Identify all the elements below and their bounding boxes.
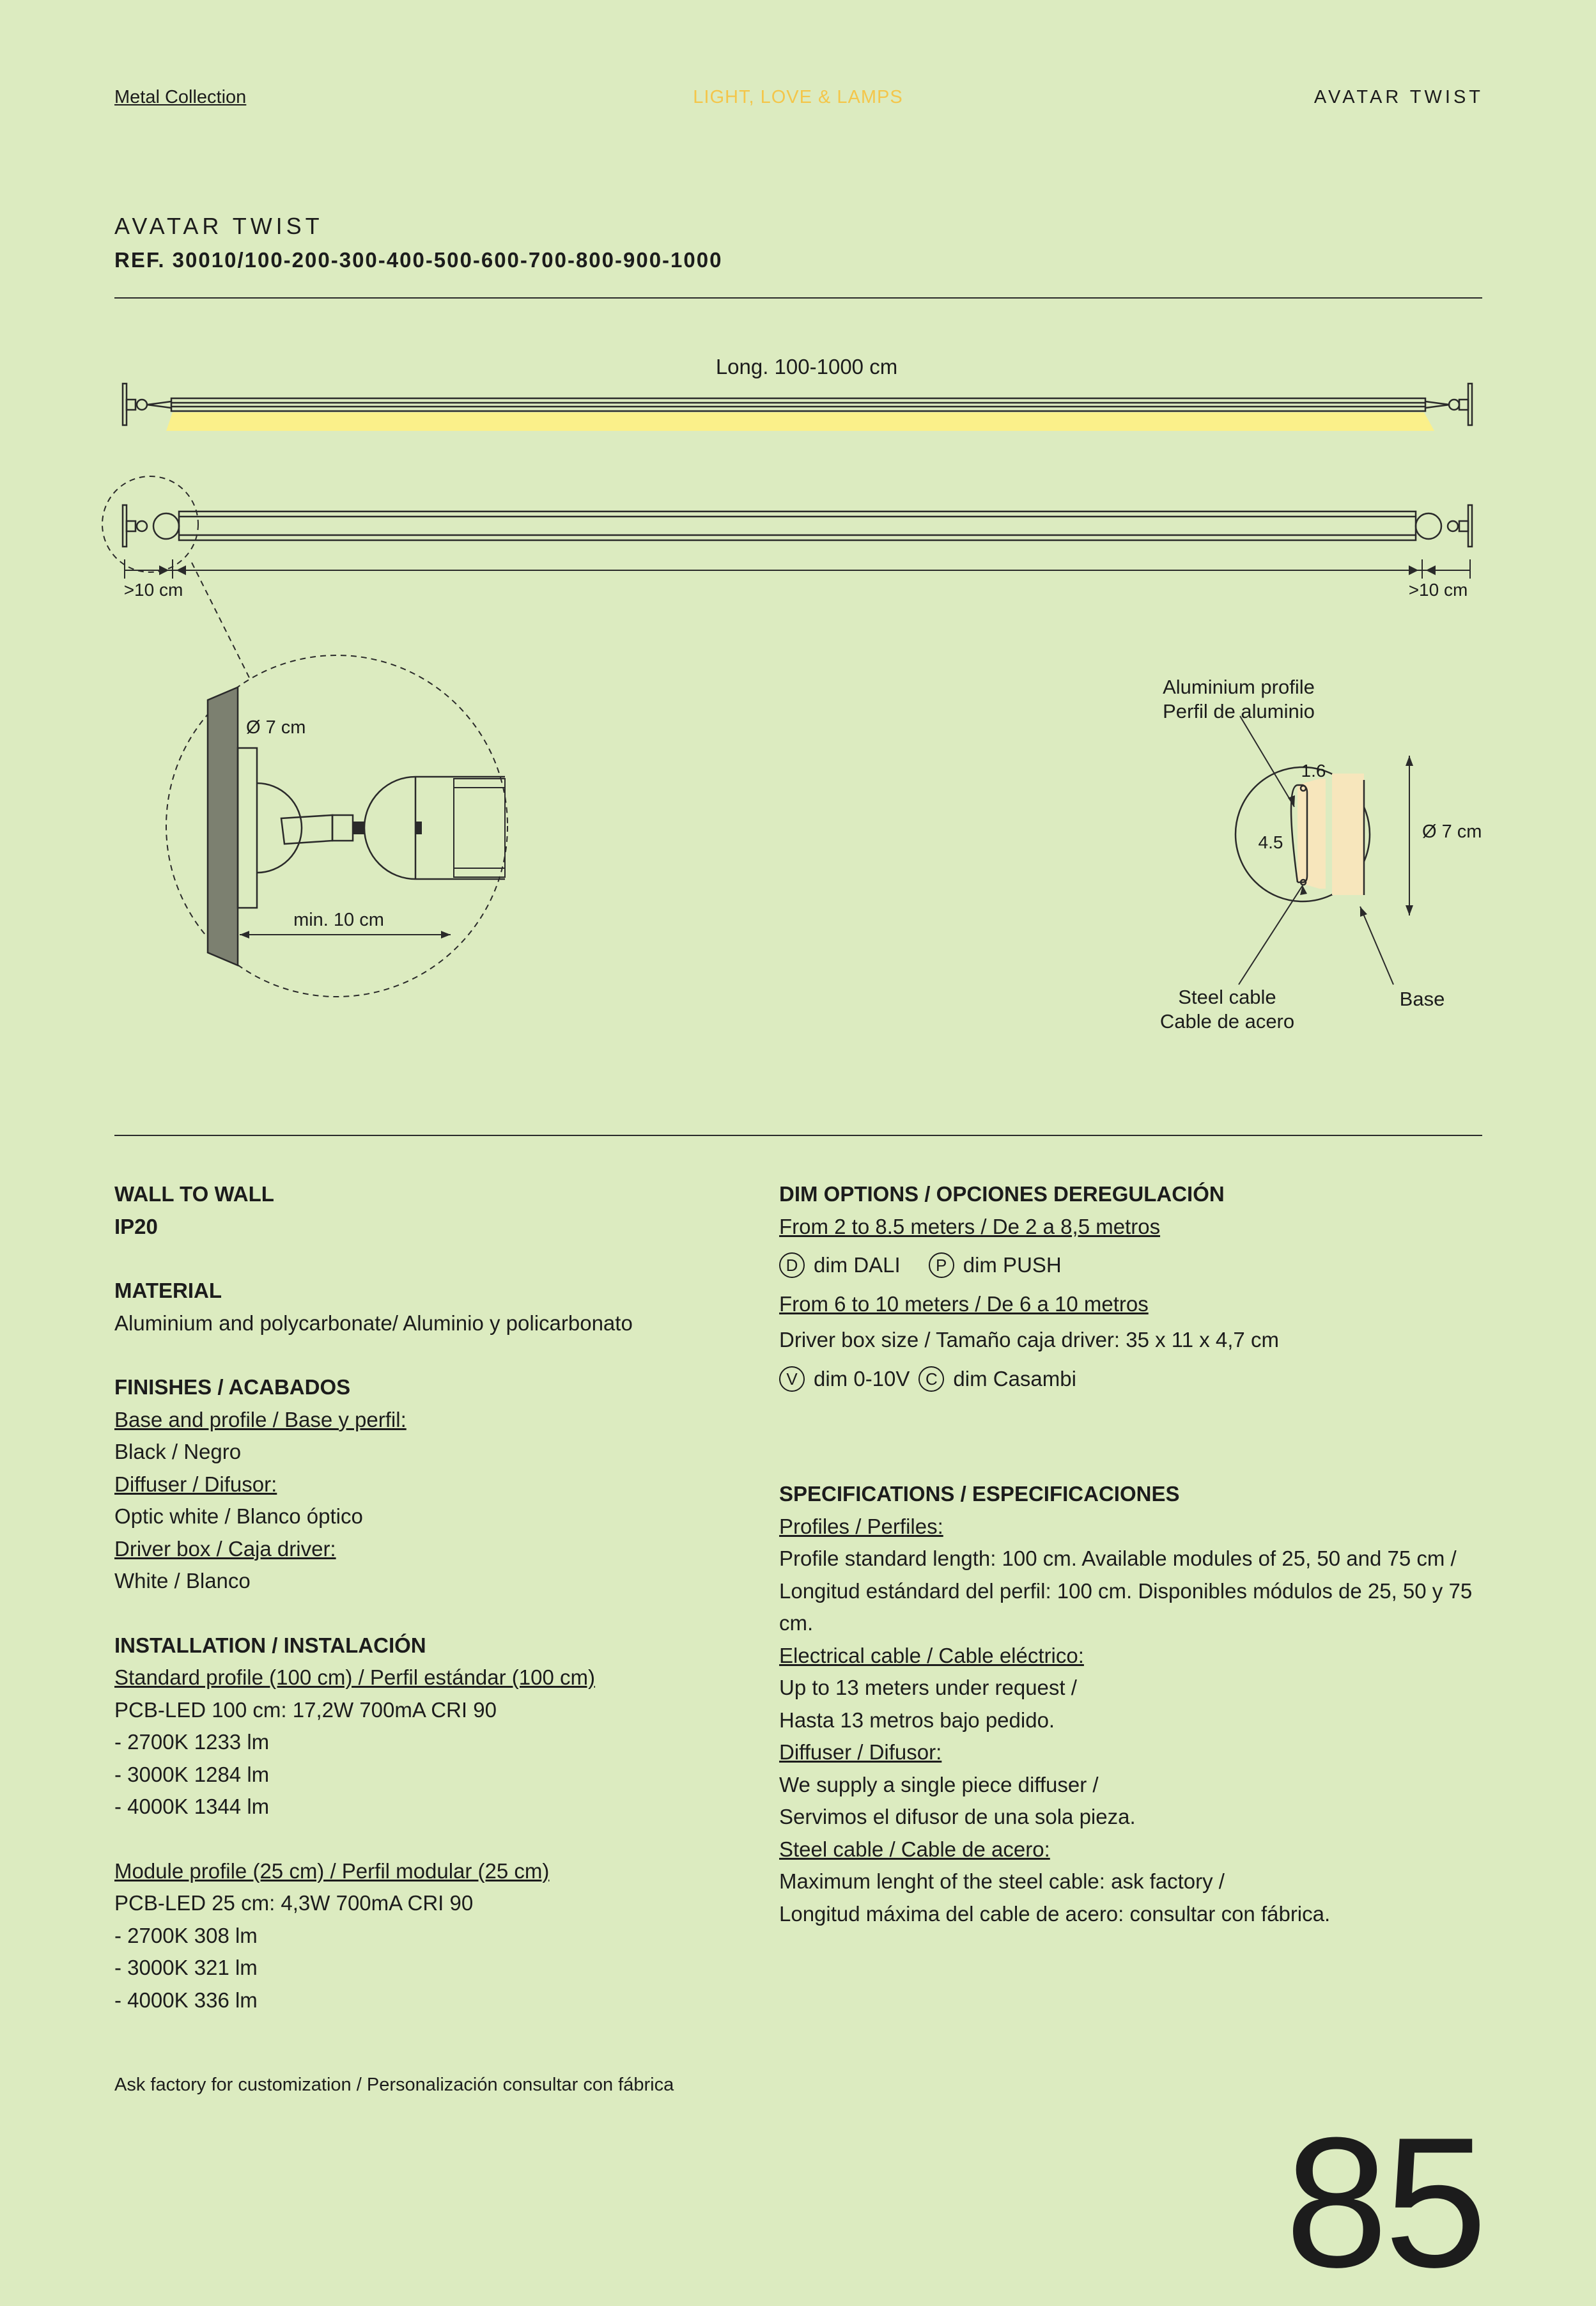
steel-cable-2: Longitud máxima del cable de acero: consultar con fábrica.	[779, 1901, 1331, 1926]
dim-range-2: From 6 to 10 meters / De 6 a 10 metros	[779, 1291, 1149, 1316]
casambi-icon: C	[918, 1366, 944, 1392]
material-heading: MATERIAL	[114, 1279, 222, 1302]
finish-base-value: Black / Negro	[114, 1440, 242, 1463]
module-3000k: - 3000K 321 lm	[114, 1956, 258, 1979]
driver-box-size: Driver box size / Tamaño caja driver: 35 x 11 x 4,7 cm	[779, 1328, 1279, 1352]
standard-profile-label: Standard profile (100 cm) / Perfil estándar (100 cm)	[114, 1665, 595, 1689]
section-profile-en: Aluminium profile	[1163, 676, 1315, 698]
electrical-cable-2: Hasta 13 metros bajo pedido.	[779, 1708, 1055, 1732]
specifications-heading: SPECIFICATIONS / ESPECIFICACIONES	[779, 1482, 1180, 1506]
section-width: 1.6	[1301, 761, 1326, 781]
right-column	[779, 1178, 1489, 1930]
detail-view	[166, 655, 507, 997]
dimension-lines	[125, 559, 1470, 579]
module-profile-spec: PCB-LED 25 cm: 4,3W 700mA CRI 90	[114, 1891, 474, 1915]
profiles-line-1: Profile standard length: 100 cm. Available modules of 25, 50 and 75 cm /	[779, 1546, 1457, 1570]
dim-row-1	[779, 1249, 1489, 1282]
section-diameter: Ø 7 cm	[1422, 822, 1482, 842]
length-label: Long. 100-1000 cm	[715, 355, 898, 378]
section-height: 4.5	[1258, 832, 1283, 852]
diffuser-1: We supply a single piece diffuser /	[779, 1772, 1099, 1796]
brand-tagline: LIGHT, LOVE & LAMPS	[693, 87, 903, 107]
electrical-cable-label: Electrical cable / Cable eléctrico:	[779, 1643, 1084, 1667]
left-column	[114, 1178, 754, 2016]
dim-casambi: dim Casambi	[953, 1366, 1076, 1391]
detail-diameter: Ø 7 cm	[246, 717, 306, 738]
section-profile-es: Perfil de aluminio	[1163, 700, 1315, 722]
steel-cable-1: Maximum lenght of the steel cable: ask factory /	[779, 1869, 1225, 1893]
section-base: Base	[1399, 988, 1445, 1010]
dim-options-heading: DIM OPTIONS / OPCIONES DEREGULACIÓN	[779, 1182, 1225, 1206]
technical-drawing	[0, 0, 1596, 1087]
standard-3000k: - 3000K 1284 lm	[114, 1762, 270, 1786]
dim-dali: dim DALI	[814, 1253, 901, 1277]
material-value: Aluminium and polycarbonate/ Aluminio y policarbonato	[114, 1311, 633, 1335]
diffuser-2: Servimos el difusor de una sola pieza.	[779, 1805, 1136, 1828]
page-number: 85	[1285, 2099, 1484, 2306]
finishes-heading: FINISHES / ACABADOS	[114, 1375, 351, 1399]
electrical-cable-1: Up to 13 meters under request /	[779, 1676, 1077, 1699]
dim-row-2	[779, 1363, 1489, 1396]
standard-4000k: - 4000K 1344 lm	[114, 1795, 270, 1818]
standard-profile-spec: PCB-LED 100 cm: 17,2W 700mA CRI 90	[114, 1697, 497, 1722]
module-profile-label: Module profile (25 cm) / Perfil modular (25 cm)	[114, 1858, 550, 1883]
light-beam	[166, 412, 1434, 431]
divider-middle	[114, 1135, 1482, 1136]
wall-to-wall: WALL TO WALL	[114, 1182, 274, 1206]
finish-diffuser-value: Optic white / Blanco óptico	[114, 1504, 363, 1528]
section-cable-en: Steel cable	[1178, 986, 1276, 1008]
dim-push: dim PUSH	[963, 1253, 1062, 1277]
detail-min: min. 10 cm	[293, 910, 384, 930]
finish-diffuser-label: Diffuser / Difusor:	[114, 1472, 277, 1496]
module-2700k: - 2700K 308 lm	[114, 1923, 258, 1947]
dali-icon: D	[779, 1252, 805, 1278]
ip-rating: IP20	[114, 1214, 158, 1238]
profiles-label: Profiles / Perfiles:	[779, 1514, 943, 1538]
profiles-line-2: Longitud estándard del perfil: 100 cm. Disponibles módulos de 25, 50 y 75 cm.	[779, 1578, 1473, 1635]
steel-cable-label: Steel cable / Cable de acero:	[779, 1837, 1050, 1861]
left-clearance: >10 cm	[123, 580, 183, 600]
finish-driver-value: White / Blanco	[114, 1569, 251, 1593]
diffuser-label: Diffuser / Difusor:	[779, 1740, 942, 1764]
finish-base-label: Base and profile / Base y perfil:	[114, 1407, 407, 1431]
finish-driver-label: Driver box / Caja driver:	[114, 1536, 336, 1561]
collection-link[interactable]: Metal Collection	[114, 87, 247, 107]
push-icon: P	[929, 1252, 954, 1278]
module-4000k: - 4000K 336 lm	[114, 1988, 258, 2012]
dim-0-10v: dim 0-10V	[814, 1366, 910, 1391]
footer-note: Ask factory for customization / Personalización consultar con fábrica	[114, 2075, 674, 2095]
installation-heading: INSTALLATION / INSTALACIÓN	[114, 1633, 426, 1657]
dim-range-1: From 2 to 8.5 meters / De 2 a 8,5 metros	[779, 1214, 1161, 1238]
standard-2700k: - 2700K 1233 lm	[114, 1730, 270, 1754]
product-title: AVATAR TWIST	[114, 213, 323, 239]
right-clearance: >10 cm	[1408, 580, 1468, 600]
section-cable-es: Cable de acero	[1159, 1010, 1295, 1032]
header-product-name: AVATAR TWIST	[1313, 87, 1484, 107]
v010-icon: V	[779, 1366, 805, 1392]
product-reference: REF. 30010/100-200-300-400-500-600-700-800-900-1000	[114, 248, 723, 272]
lamp-plan	[102, 476, 1472, 572]
